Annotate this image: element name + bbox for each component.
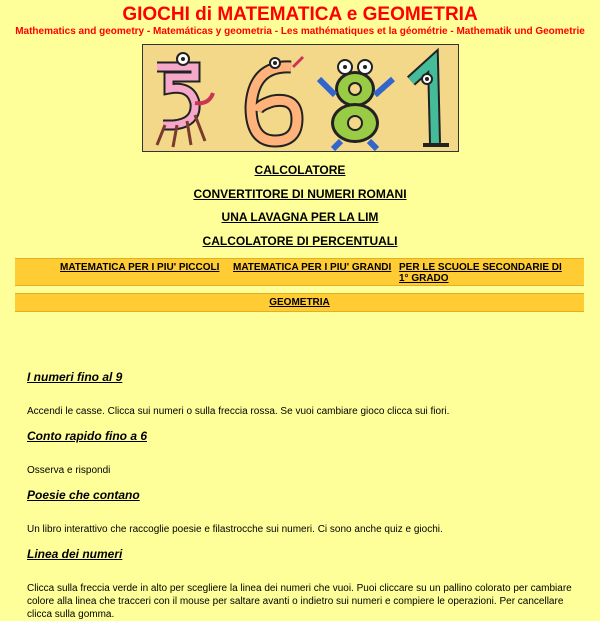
whiteboard-link[interactable]: UNA LAVAGNA PER LA LIM	[221, 210, 379, 224]
nav-link-geometry[interactable]: GEOMETRIA	[269, 297, 330, 308]
game-desc-number-line: Clicca sulla freccia verde in alto per scegliere la linea dei numeri che vuoi. Puoi cliccare su un pallino colorato per cambiare colore alla linea che tracceri con il mouse per saltare avanti o indietro sui numeri e compiere le operazioni. Per cancellare clicca sulla gomma.	[27, 583, 572, 620]
game-title-poems[interactable]: Poesie che contano	[27, 488, 140, 502]
game-title-number-line[interactable]: Linea dei numeri	[27, 547, 123, 561]
nav-link-secondary-school[interactable]: PER LE SCUOLE SECONDARIE DI 1° GRADO	[399, 262, 562, 284]
numbers-banner-image	[142, 44, 459, 152]
page-subtitle: Mathematics and geometry - Matemáticas y geometria - Les mathématiques et la géométrie - Mathematik und Geometrie	[15, 26, 585, 37]
game-desc-numbers-to-9: Accendi le casse. Clicca sui numeri o sulla freccia rossa. Se vuoi cambiare gioco clicca sui fiori.	[27, 406, 450, 417]
percentage-calculator-link[interactable]: CALCOLATORE DI PERCENTUALI	[202, 234, 398, 248]
level-navigation-bar	[15, 258, 584, 286]
nav-link-older-kids[interactable]: MATEMATICA PER I PIU' GRANDI	[233, 262, 392, 273]
game-title-quick-count[interactable]: Conto rapido fino a 6	[27, 429, 147, 443]
page-title: GIOCHI di MATEMATICA e GEOMETRIA	[122, 4, 478, 25]
nav-link-little-ones[interactable]: MATEMATICA PER I PIU' PICCOLI	[60, 262, 220, 273]
roman-numeral-converter-link[interactable]: CONVERTITORE DI NUMERI ROMANI	[193, 187, 407, 201]
calculator-link[interactable]: CALCOLATORE	[254, 163, 346, 177]
game-desc-quick-count: Osserva e rispondi	[27, 465, 111, 476]
game-desc-poems: Un libro interattivo che raccoglie poesie e filastrocche sui numeri. Ci sono anche quiz e giochi.	[27, 524, 443, 535]
geometry-navigation-bar	[15, 293, 584, 312]
game-title-numbers-to-9[interactable]: I numeri fino al 9	[27, 370, 123, 384]
